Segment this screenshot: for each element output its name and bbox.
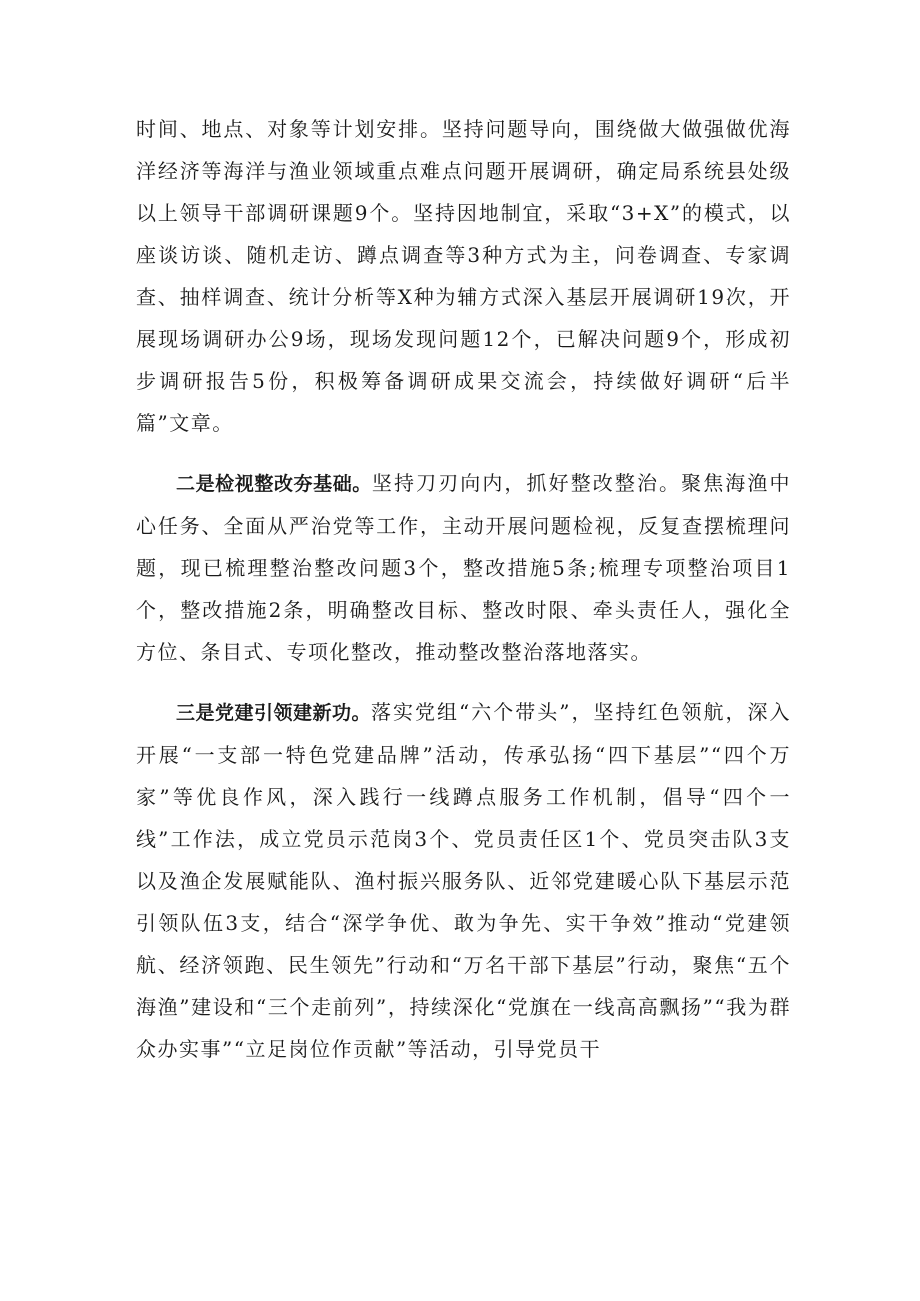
- paragraph-text: 落实党组“六个带头”，坚持红色领航，深入开展“一支部一特色党建品牌”活动，传承弘扬“四下基层”“四个万家”等优良作风，深入践行一线蹲点服务工作机制，倡导“四个一线”工作法，成立党员示范岗3个、党员责任区1个、党员突击队3支以及渔企发展赋能队、渔村振兴服务队、近邻党建暖心队下基层示范引领队伍3支，结合“深学争优、敢为争先、实干争效”推动“党建领航、经济领跑、民生领先”行动和“万名干部下基层”行动，聚焦“五个海渔”建设和“三个走前列”，持续深化“党旗在一线高高飘扬”“我为群众办实事”“立足岗位作贡献”等活动，引导党员干: [136, 700, 791, 1061]
- paragraph-rectification: [136, 462, 791, 673]
- paragraph-lead-heading: 二是检视整改夯基础。: [176, 473, 372, 495]
- paragraph-lead-heading: 三是党建引领建新功。: [176, 702, 372, 724]
- paragraph-text: 时间、地点、对象等计划安排。坚持问题导向，围绕做大做强做优海洋经济等海洋与渔业领域重点难点问题开展调研，确定局系统县处级以上领导干部调研课题9个。坚持因地制宜，采取“3+X”的模式，以座谈访谈、随机走访、蹲点调查等3种方式为主，问卷调查、专家调查、抽样调查、统计分析等X种为辅方式深入基层开展调研19次，开展现场调研办公9场，现场发现问题12个，已解决问题9个，形成初步调研报告5份，积极筹备调研成果交流会，持续做好调研“后半篇”文章。: [136, 117, 791, 435]
- paragraph-party-building: [136, 691, 791, 1070]
- document-body: [136, 108, 791, 1070]
- paragraph-text: 坚持刀刃向内，抓好整改整治。聚焦海渔中心任务、全面从严治党等工作，主动开展问题检视，反复查摆梳理问题，现已梳理整治整改问题3个，整改措施5条;梳理专项整治项目1个，整改措施2条，明确整改目标、整改时限、牵头责任人，强化全方位、条目式、专项化整改，推动整改整治落地落实。: [136, 471, 791, 664]
- paragraph-research-continued: [136, 108, 791, 444]
